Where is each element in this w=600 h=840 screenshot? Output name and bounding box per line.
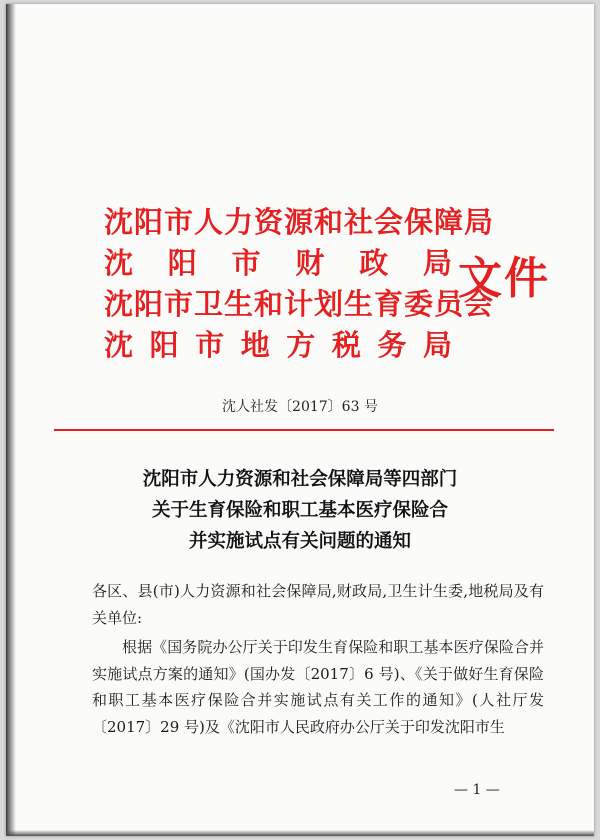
title-line-3: 并实施试点有关问题的通知 [188,531,411,552]
issuing-agencies [104,202,495,366]
issuer-name: 沈阳市地方税务局 [104,328,469,362]
document-suffix: 文件 [458,253,550,304]
scan-edge-bottom-shadow [6,830,594,836]
red-divider-line [54,429,554,431]
issuer-health-commission [104,284,495,325]
notice-title [6,464,594,557]
page-number: — 1 — [454,782,500,798]
issuer-hr-bureau [104,202,495,243]
title-line-1: 沈阳市人力资源和社会保障局等四部门 [142,469,458,490]
issuer-name: 沈阳市财政局 [104,246,487,280]
issuer-name: 沈阳市卫生和计划生育委员会 [104,287,495,321]
title-line-2: 关于生育保险和职工基本医疗保险合 [151,500,448,521]
document-number: 沈人社发〔2017〕63 号 [222,399,378,415]
notice-body [92,578,544,740]
addressee: 各区、县(市)人力资源和社会保障局,财政局,卫生计生委,地税局及有关单位: [92,582,544,627]
document-page [6,4,594,836]
issuer-finance-bureau [104,243,487,284]
issuer-name: 沈阳市人力资源和社会保障局 [104,205,495,239]
body-paragraph: 根据《国务院办公厅关于印发生育保险和职工基本医疗保险合并实施试点方案的通知》(国办发〔2017〕6 号)、《关于做好生育保险和职工基本医疗保险合并实施试点有关工作的通知》(人社厅发〔2017〕29 号)及《沈阳市人民政府办公厅关于印发沈阳市生 [92,638,544,736]
scan-edge-shadow [6,4,16,836]
issuer-tax-bureau [104,325,469,366]
